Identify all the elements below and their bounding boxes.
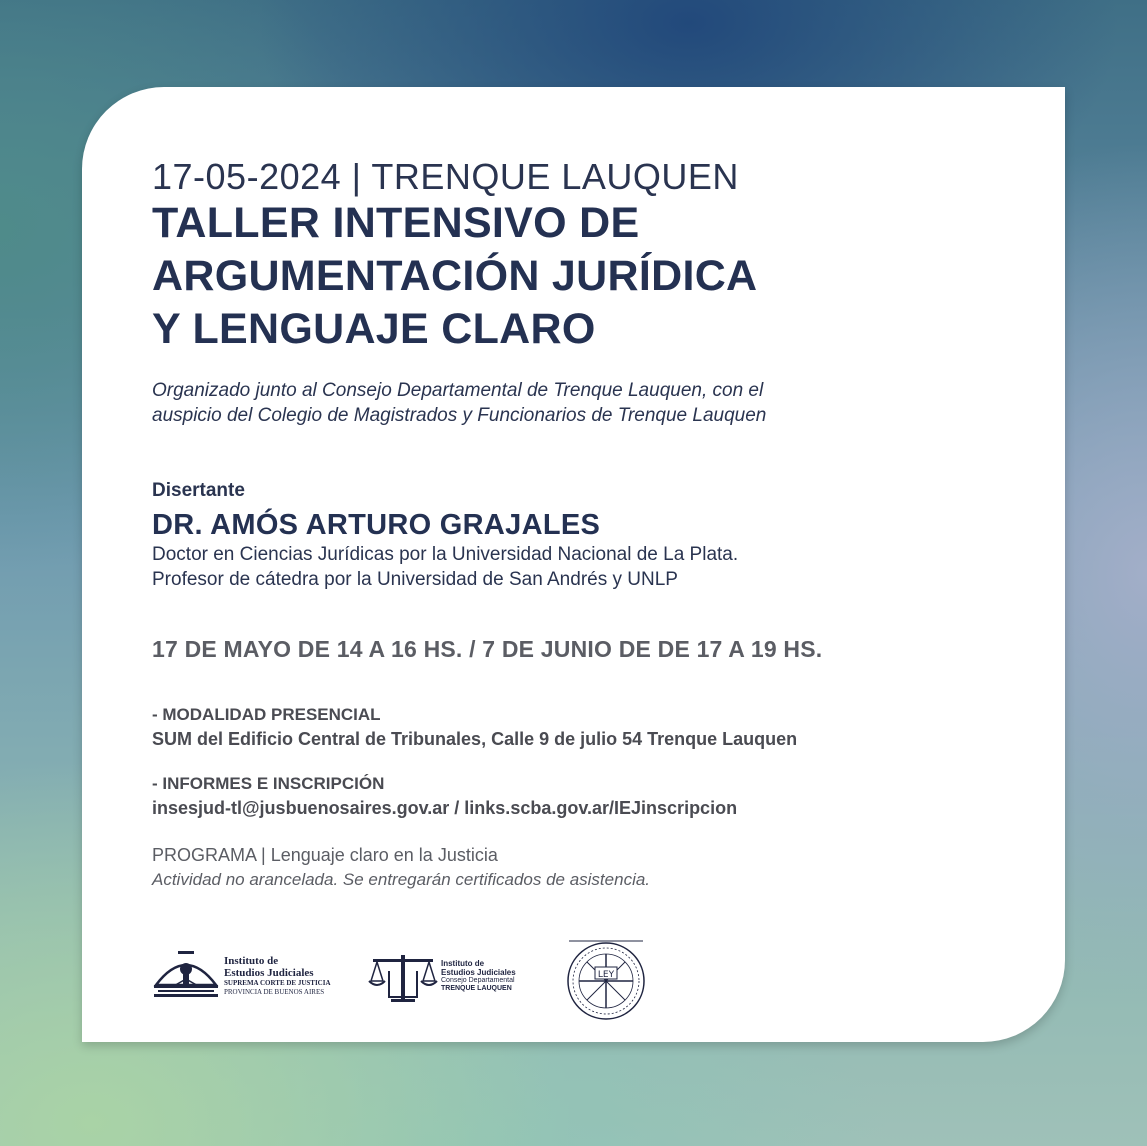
speaker-bio bbox=[152, 542, 1012, 592]
organizer-line-1: Organizado junto al Consejo Departamental de Trenque Lauquen, con el bbox=[152, 380, 764, 401]
program-line: PROGRAMA | Lenguaje claro en la Justicia bbox=[152, 845, 498, 865]
scales-of-justice-icon bbox=[367, 953, 439, 1003]
registration-section bbox=[152, 772, 1012, 821]
seal-icon bbox=[565, 939, 647, 1021]
dep-line-4: TRENQUE LAUQUEN bbox=[441, 985, 512, 992]
courthouse-icon bbox=[152, 949, 220, 1004]
logos-row bbox=[152, 939, 672, 1029]
schedule: 17 DE MAYO DE 14 A 16 HS. / 7 DE JUNIO DE DE 17 A 19 HS. bbox=[152, 636, 823, 662]
dep-line-1: Instituto de bbox=[441, 959, 485, 968]
ieje-line-2: Estudios Judiciales bbox=[224, 967, 314, 979]
card-content bbox=[152, 157, 1012, 891]
modality-section bbox=[152, 703, 1012, 752]
speaker-bio-line-1: Doctor en Ciencias Jurídicas por la Universidad Nacional de La Plata. bbox=[152, 544, 739, 565]
registration-title: - INFORMES E INSCRIPCIÓN bbox=[152, 774, 385, 793]
title-line-1: TALLER INTENSIVO DE bbox=[152, 199, 640, 247]
ieje-line-1: Instituto de bbox=[224, 955, 279, 967]
logo-consejo-departamental bbox=[367, 953, 537, 1008]
logo-instituto-estudios-judiciales bbox=[152, 949, 342, 1004]
dep-line-3: Consejo Departamental bbox=[441, 977, 515, 984]
certificate-note: Actividad no arancelada. Se entregarán certificados de asistencia. bbox=[152, 870, 651, 889]
ieje-logo-text bbox=[224, 955, 331, 996]
modality-text: SUM del Edificio Central de Tribunales, Calle 9 de julio 54 Trenque Lauquen bbox=[152, 729, 798, 749]
speaker-name: DR. AMÓS ARTURO GRAJALES bbox=[152, 509, 601, 541]
title-line-3: Y LENGUAJE CLARO bbox=[152, 305, 596, 353]
organizer-text bbox=[152, 378, 1012, 428]
speaker-bio-line-2: Profesor de cátedra por la Universidad de San Andrés y UNLP bbox=[152, 569, 678, 590]
dep-line-2: Estudios Judiciales bbox=[441, 968, 516, 977]
logo-colegio-seal bbox=[565, 939, 647, 1021]
seal-text: LEY bbox=[597, 970, 615, 980]
date-location: 17-05-2024 | TRENQUE LAUQUEN bbox=[152, 156, 739, 197]
ieje-line-3: SUPREMA CORTE DE JUSTICIA bbox=[224, 979, 331, 987]
registration-link[interactable]: insesjud-tl@jusbuenosaires.gov.ar / links.scba.gov.ar/IEJinscripcion bbox=[152, 798, 738, 818]
event-card bbox=[82, 87, 1065, 1042]
dep-logo-text bbox=[441, 959, 516, 993]
title-line-2: ARGUMENTACIÓN JURÍDICA bbox=[152, 252, 758, 300]
organizer-line-2: auspicio del Colegio de Magistrados y Funcionarios de Trenque Lauquen bbox=[152, 405, 767, 426]
modality-title: - MODALIDAD PRESENCIAL bbox=[152, 705, 381, 724]
speaker-label: Disertante bbox=[152, 480, 245, 501]
ieje-line-4: PROVINCIA DE BUENOS AIRES bbox=[224, 988, 325, 996]
